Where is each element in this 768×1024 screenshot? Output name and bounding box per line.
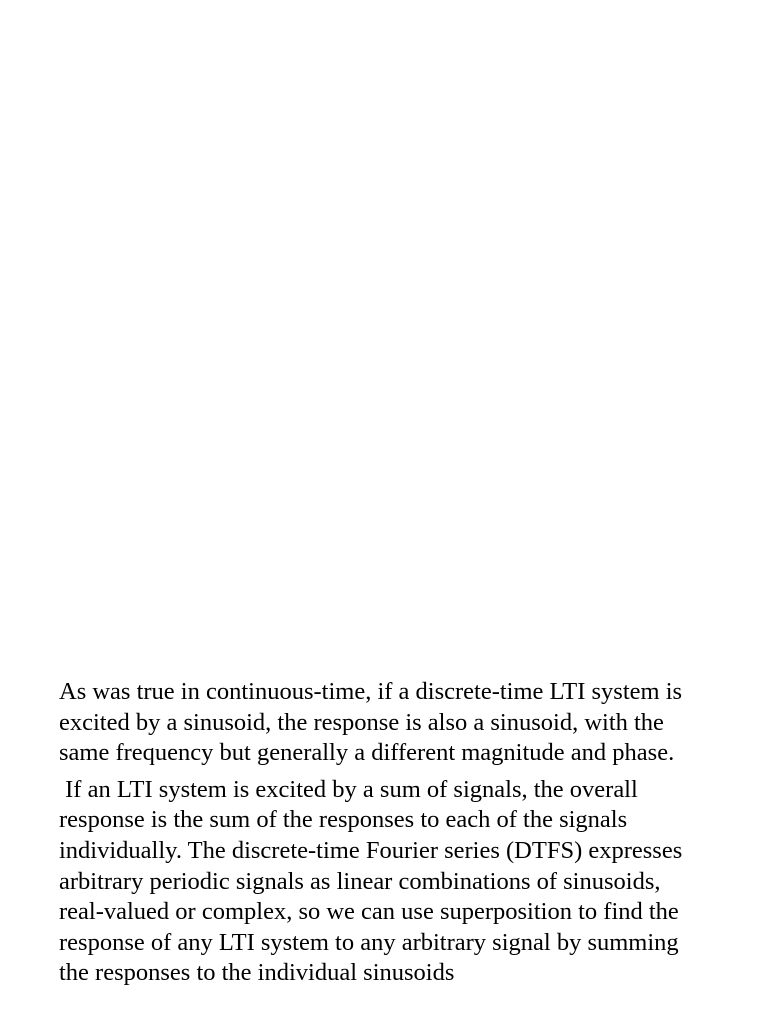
text-line: excited by a sinusoid, the response is also a sinusoid, with the — [59, 708, 664, 736]
body-text — [59, 677, 749, 989]
paragraph — [59, 677, 749, 769]
text-line: If an LTI system is excited by a sum of signals, the overall — [59, 775, 638, 803]
text-line: individually. The discrete-time Fourier series (DTFS) expresses — [59, 836, 683, 864]
text-line: real-valued or complex, so we can use superposition to find the — [59, 898, 679, 926]
text-line: same frequency but generally a different magnitude and phase. — [59, 739, 675, 767]
text-line: As was true in continuous-time, if a discrete-time LTI system is — [59, 678, 683, 705]
text-line: response of any LTI system to any arbitrary signal by summing — [59, 928, 679, 956]
text-line: response is the sum of the responses to each of the signals — [59, 806, 628, 834]
text-line: the responses to the individual sinusoids — [59, 959, 455, 987]
text-line: arbitrary periodic signals as linear combinations of sinusoids, — [59, 867, 661, 895]
paragraph — [59, 775, 749, 989]
